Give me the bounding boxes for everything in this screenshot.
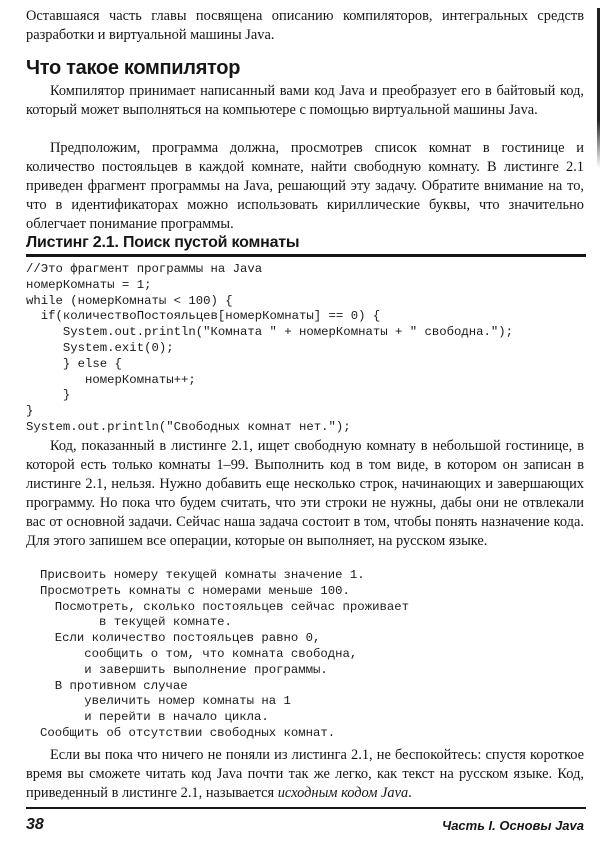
intro-paragraph: Оставшаяся часть главы посвящена описанию компиляторов, интегральных средств разработки и виртуальной машины Java.: [26, 8, 584, 43]
source-code-term: исходным кодом Java: [277, 785, 409, 801]
paragraph-code-shown: Код, показанный в листинге 2.1, ищет свободную комнату в небольшой гостинице, в которой есть только комнаты 1–99. Выполнить код в том виде, в котором он записан в листинге 2.1, нельзя. Нужно добавить еще несколько строк, начинающих и завершающих программу. Но пока что будем считать, что эти строки не нужны, дабы они не отвлекали вас от основной задачи. Сейчас наша задача состоит в том, чтобы понять назначение кода. Для этого запишем все операции, которые он выполняет, на русском языке.: [26, 438, 584, 549]
paragraph-final-text: Если вы пока что ничего не поняли из листинга 2.1, не беспокойтесь: спустя короткое время вы сможете читать код Java почти так же легко, как текст на русском языке. Код, приведенный в листинге 2.1, называется: [26, 747, 584, 801]
listing-code: //Это фрагмент программы на Java номерКомнаты = 1; while (номерКомнаты < 100) { if(количествоПостояльцев[номерКомнаты] == 0) { System.out.println("Комната " + номерКомнаты + " свободна."); System.exit(0); } else { номерКомнаты++; } } System.out.println("Свободных комнат нет.");: [26, 262, 514, 434]
paragraph-final: [26, 746, 584, 803]
listing-rule: [26, 254, 586, 257]
pseudocode-block: Присвоить номеру текущей комнаты значение 1. Просмотреть комнаты с номерами меньше 100. Посмотреть, сколько постояльцев сейчас проживает в текущей комнате. Если количество постояльцев равно 0, сообщить о том, что комната свободна, и завершить выполнение программы. В противном случае увеличить номер комнаты на 1 и перейти в начало цикла. Сообщить об отсутствии свободных комнат.: [40, 568, 409, 740]
listing-title: Листинг 2.1. Поиск пустой комнаты: [26, 234, 300, 251]
section-heading: Что такое компилятор: [26, 57, 241, 79]
paragraph-compiler: Компилятор принимает написанный вами код Java и преобразует его в байтовый код, который может выполняться на компьютере с помощью виртуальной машины Java.: [26, 83, 584, 118]
page-number: 38: [26, 816, 44, 833]
paragraph-suppose: Предположим, программа должна, просмотрев список комнат в гостинице и количество постояльцев в каждой комнате, найти свободную комнату. В листинге 2.1 приведен фрагмент программы на Java, решающий эту задачу. Обратите внимание на то, что в идентификаторах можно использовать кириллические буквы, что значительно облегчает понимание программы.: [26, 140, 584, 232]
paragraph-final-end: .: [408, 785, 412, 801]
footer-rule: [26, 807, 586, 809]
running-head: Часть I. Основы Java: [441, 818, 584, 833]
